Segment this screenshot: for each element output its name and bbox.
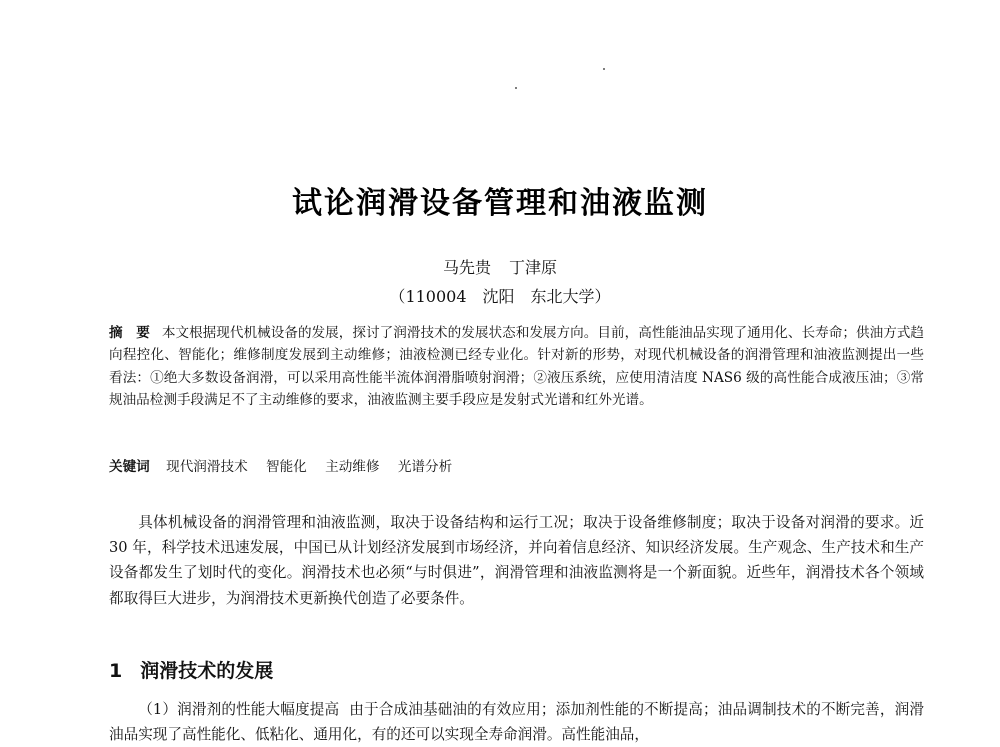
keyword: 主动维修	[325, 459, 380, 475]
subsection-text: 由于合成油基础油的有效应用；添加剂性能的不断提高；油品调制技术的不断完善，润滑油品实现了高性能化、低粘化、通用化，有的还可以实现全寿命润滑。高性能油品，	[109, 701, 924, 744]
affiliation-city: 沈阳	[482, 287, 515, 306]
affiliation-postcode: 110004	[405, 287, 467, 306]
abstract	[109, 322, 924, 412]
affiliation-line: （110004 沈阳 东北大学）	[389, 287, 611, 306]
intro-paragraph: 具体机械设备的润滑管理和油液监测，取决于设备结构和运行工况；取决于设备维修制度；取决于设备对润滑的要求。近 30 年，科学技术迅速发展，中国已从计划经济发展到市场经济，并向着信息经济、知识经济发展。生产观念、生产技术和生产设备都发生了划时代的变化。润滑技术也必须“与时俱进”，润滑管理和油液监测将是一个新面貌。近些年，润滑技术各个领域都取得巨大进步，为润滑技术更新换代创造了必要条件。	[109, 514, 924, 607]
subsection-paragraph	[109, 697, 924, 747]
keywords-label: 关键词	[109, 459, 150, 475]
abstract-label: 摘 要	[109, 325, 150, 341]
subsection-label: （1）润滑剂的性能大幅度提高	[138, 701, 340, 718]
section-heading	[109, 656, 273, 683]
scan-speck	[515, 87, 517, 89]
section-number: 1	[109, 660, 123, 682]
author-line	[0, 255, 1000, 278]
keyword: 智能化	[266, 459, 307, 475]
paper-title: 试论润滑设备管理和油液监测	[292, 186, 708, 221]
abstract-text: 本文根据现代机械设备的发展，探讨了润滑技术的发展状态和发展方向。目前，高性能油品实现了通用化、长寿命；供油方式趋向程控化、智能化；维修制度发展到主动维修；油液检测已经专业化。针对新的形势，对现代机械设备的润滑管理和油液监测提出一些看法：①绝大多数设备润滑，可以采用高性能半流体润滑脂喷射润滑；②液压系统，应使用清洁度 NAS6 级的高性能合成液压油；③常规油品检测手段满足不了主动维修的要求，油液监测主要手段应是发射式光谱和红外光谱。	[109, 325, 925, 409]
section-title: 润滑技术的发展	[140, 660, 274, 682]
keyword: 现代润滑技术	[166, 459, 248, 475]
scan-speck	[603, 68, 605, 70]
keywords	[109, 456, 924, 478]
affiliation-institution: 东北大学	[530, 287, 595, 306]
keyword: 光谱分析	[397, 459, 453, 475]
author-name: 丁津原	[509, 258, 558, 277]
author-name: 马先贵	[442, 258, 491, 277]
